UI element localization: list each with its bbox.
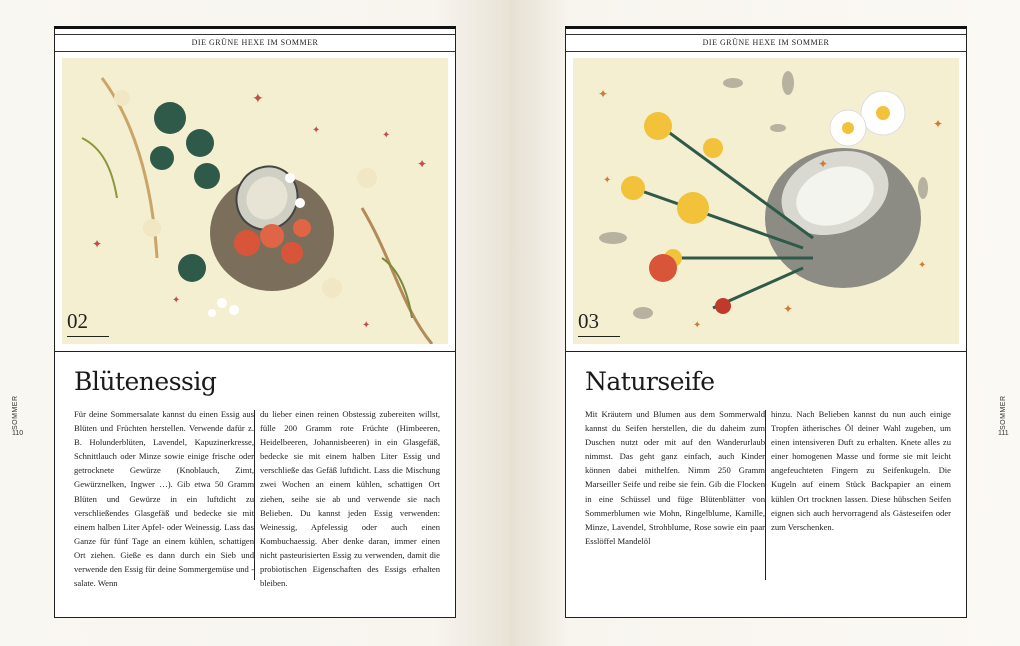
page-number: 110 xyxy=(12,430,24,437)
number-underline xyxy=(578,336,620,337)
right-page xyxy=(510,0,1020,646)
recipe-number: 02 xyxy=(67,309,88,333)
running-header: DIE GRÜNE HEXE IM SOMMER xyxy=(55,34,455,52)
svg-text:✦: ✦ xyxy=(598,87,609,101)
svg-text:✦: ✦ xyxy=(818,157,829,171)
page-number: 111 xyxy=(998,430,1009,437)
body-column-2: hinzu. Nach Belieben kannst du nun auch einige Tropfen ätherisches Öl deiner Wahl zugeben, um einen intensiveren Duft zu erhalten. Knete alles zu einer homogenen Masse und forme sie mit leicht angefeuchteten Fingern zu Seifenkugeln. Die Kugeln auf einem Stück Backpapier an einem kühlen Ort trocknen lassen. Diese hübschen Seifen eignen sich auch hervorragend als Gästeseifen oder zum Verschenken. xyxy=(771,409,951,532)
svg-text:✦: ✦ xyxy=(252,92,264,107)
svg-text:✦: ✦ xyxy=(382,130,391,141)
illustration-soap-bowl xyxy=(573,58,959,344)
svg-text:✦: ✦ xyxy=(312,125,321,136)
svg-text:✦: ✦ xyxy=(417,157,428,171)
svg-text:✦: ✦ xyxy=(933,117,944,131)
number-underline xyxy=(67,336,109,337)
bowl-flowers-illustration xyxy=(573,58,959,344)
recipe-title: Naturseife xyxy=(585,367,715,396)
section-divider xyxy=(566,351,966,352)
body-column-1: Für deine Sommersalate kannst du einen Essig aus Blüten und Früchten herstellen. Verwende dafür z. B. Holunderblüten, Lavendel, Kapuzinerkresse, Schnittlauch oder Minze sowie einige frische oder getrocknete Gewürze (Knoblauch, Zimt, Gewürznelken, Ingwer …). Gib etwa 50 Gramm Blüten und Gewürze in ein luftdicht zu verschließendes Glasgefäß und bedecke sie mit einem halben Liter Apfel- oder Weinessig. Lass das Ganze für fünf Tage an einem kühlen, schattigen Ort ziehen. Gieße es dann durch ein Sieb und verwende den Essig für deine Sommergemüse und -salate. Wenn xyxy=(74,409,254,589)
body-column-2: du lieber einen reinen Obstessig zubereiten willst, fülle 200 Gramm rote Früchte (Himbeeren, Heidelbeeren, Johannisbeeren) in ein Glasgefäß, bedecke sie mit einem halben Liter Essig und verschließe das Gefäß luftdicht. Lass die Mischung zwei Wochen an einem kühlen, schattigen Ort ziehen, seihe sie ab und verwende sie nach Belieben. Du kannst jeden Essig verwenden: Weinessig, Apfelessig oder auch einen Kombuchaessig. Aber denke daran, immer einen nicht pasteurisierten Essig zu verwenden, damit die probiotischen Eigenschaften des Essigs erhalten bleiben. xyxy=(260,409,440,589)
svg-text:✦: ✦ xyxy=(693,320,702,331)
svg-text:✦: ✦ xyxy=(918,260,927,271)
right-card xyxy=(565,26,967,618)
running-header: DIE GRÜNE HEXE IM SOMMER xyxy=(566,34,966,52)
illustration-vinegar-jar xyxy=(62,58,448,344)
left-card xyxy=(54,26,456,618)
jar-flowers-illustration xyxy=(62,58,448,344)
body-column-1: Mit Kräutern und Blumen aus dem Sommerwald kannst du Seifen herstellen, die du daheim zum Duschen nutzt oder mit auf den Wanderurlaub nimmst. Das geht ganz einfach, auch Kinder können dabei mithelfen. Nimm 250 Gramm Marseiller Seife und reibe sie fein. Gib die Flocken in eine Schüssel und füge Blütenblätter von Sommerblumen wie Mohn, Ringelblume, Kamille, Minze, Lavendel, Strohblume, Rose sowie ein paar Esslöffel Mandelöl xyxy=(585,409,765,546)
svg-text:✦: ✦ xyxy=(172,295,181,306)
column-separator xyxy=(765,410,766,580)
recipe-number: 03 xyxy=(578,309,599,333)
column-separator xyxy=(254,410,255,580)
top-rule xyxy=(565,26,967,29)
svg-text:✦: ✦ xyxy=(783,302,794,316)
svg-text:✦: ✦ xyxy=(362,320,371,331)
svg-text:✦: ✦ xyxy=(92,237,103,251)
section-label: SOMMER xyxy=(12,395,19,430)
top-rule xyxy=(54,26,456,29)
section-label: SOMMER xyxy=(1000,395,1007,430)
svg-text:✦: ✦ xyxy=(603,175,612,186)
recipe-title: Blütenessig xyxy=(74,367,217,396)
section-divider xyxy=(55,351,455,352)
